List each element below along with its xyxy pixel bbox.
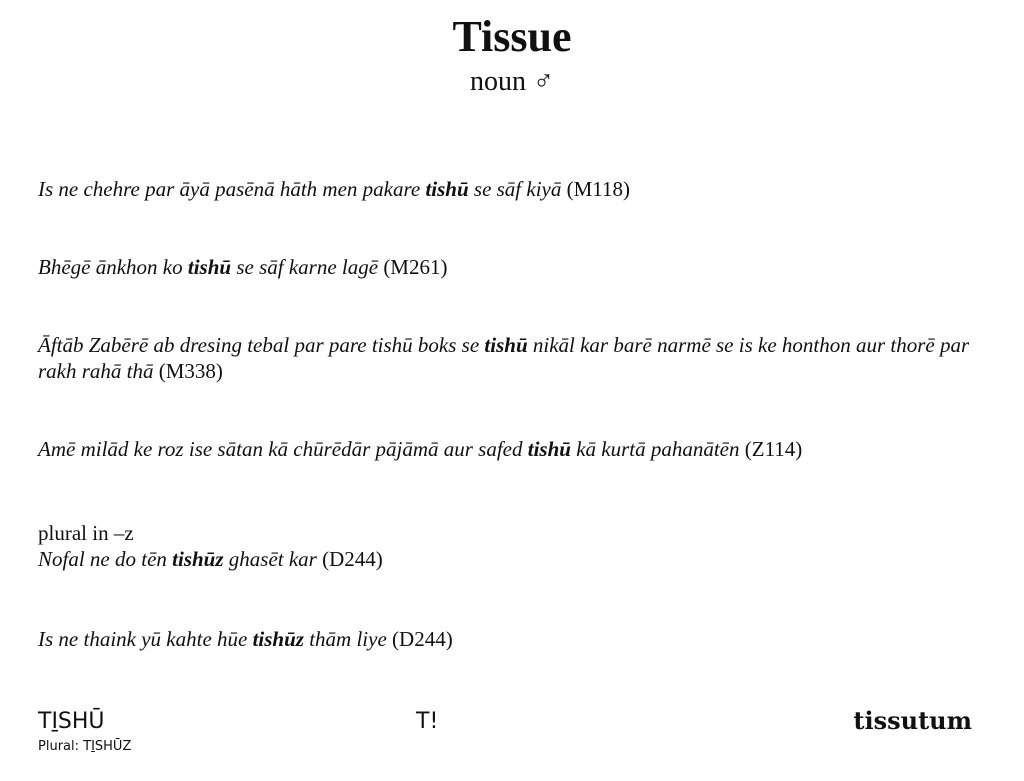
part-of-speech: noun ♂ (470, 66, 554, 97)
plural-heading: plural in –z (38, 521, 134, 545)
example-2-urdu (38, 290, 986, 320)
example-reference: (M338) (153, 359, 223, 383)
plural-example-2-urdu (38, 666, 986, 696)
example-keyword: tishū (484, 333, 528, 357)
example-text: se sāf kiyā (468, 177, 562, 201)
example-4-transliteration (38, 436, 986, 462)
example-1-transliteration (38, 176, 986, 202)
plural-example-1-transliteration (38, 546, 986, 572)
example-text: nikāl kar barē narmē se is ke honthon aur thorē par rakh rahā thā (38, 333, 970, 383)
footer-marker: T! (416, 709, 439, 734)
example-text: Is ne thaink yū kahte hūe (38, 627, 253, 651)
example-keyword: tishū (187, 255, 232, 279)
example-text: ghasēt kar (223, 547, 317, 571)
example-1-urdu (38, 212, 986, 242)
footer-plural: Plural: TI̱SHŪZ (38, 739, 132, 754)
example-4-urdu (38, 474, 986, 504)
example-text: thām liye (303, 627, 387, 651)
example-keyword: tishū (527, 437, 571, 461)
example-reference: (M118) (561, 177, 631, 201)
example-reference: (Z114) (739, 437, 803, 461)
example-text: se sāf karne lagē (231, 255, 379, 279)
example-text: Is ne chehre par āyā pasēnā hāth men pakare (38, 177, 426, 201)
example-3-transliteration (38, 332, 986, 384)
entry-title: Tissue (452, 12, 572, 61)
example-keyword: tishūz (172, 547, 224, 571)
example-text: Bhēgē ānkhon ko (38, 255, 188, 279)
example-text: Āftāb Zabērē ab dresing tebal par pare tishū boks se (38, 333, 485, 357)
footer-etymon: tissutum (853, 706, 972, 735)
example-text: Nofal ne do tēn (38, 547, 173, 571)
example-3-urdu (38, 396, 986, 426)
example-keyword: tishū (425, 177, 469, 201)
plural-example-1-urdu (38, 586, 986, 616)
example-text: Amē milād ke roz ise sātan kā chūrēdār pājāmā aur safed (38, 437, 528, 461)
example-text: kā kurtā pahanātēn (570, 437, 740, 461)
example-reference: (D244) (316, 547, 383, 571)
plural-example-2-transliteration (38, 626, 986, 652)
footer-transliteration: TI̱SHŪ (38, 709, 105, 734)
example-reference: (M261) (378, 255, 448, 279)
example-2-transliteration (38, 254, 986, 280)
example-reference: (D244) (386, 627, 453, 651)
example-keyword: tishūz (252, 627, 304, 651)
